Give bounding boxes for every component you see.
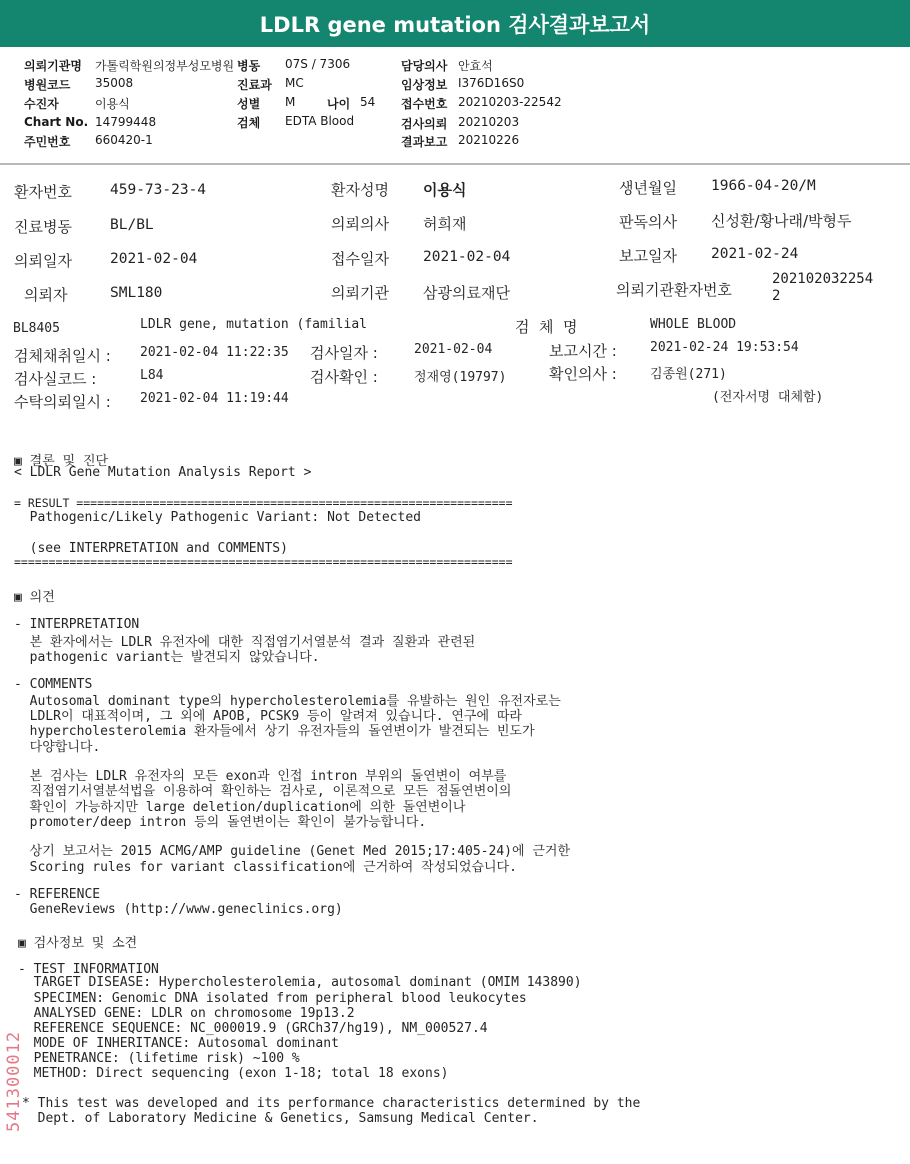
result-rule: ======================================================================== xyxy=(14,555,513,569)
field-value: 2 xyxy=(772,288,781,304)
field-label: 진료병동 xyxy=(14,218,72,236)
field-label: 의뢰기관환자번호 xyxy=(616,281,732,299)
field-value: 정재영(19797) xyxy=(414,370,507,385)
field-label: 의뢰기관 xyxy=(331,284,389,302)
header-value: EDTA Blood xyxy=(285,114,355,128)
body-line: METHOD: Direct sequencing (exon 1-18; total 18 exons) xyxy=(18,1066,449,1081)
header-value: 54 xyxy=(360,95,376,109)
field-value: 2021-02-04 xyxy=(414,342,493,357)
field-value: 2021-02-04 xyxy=(110,251,198,267)
header-label: 수진자 xyxy=(24,97,59,111)
field-label: 환자번호 xyxy=(14,183,72,201)
header-value: 660420-1 xyxy=(95,133,153,147)
report-subtitle: < LDLR Gene Mutation Analysis Report > xyxy=(14,465,312,480)
field-label: 판독의사 xyxy=(619,213,677,231)
body-line: PENETRANCE: (lifetime risk) ~100 % xyxy=(18,1051,300,1066)
header-label: 검사의뢰 xyxy=(401,117,448,131)
body-line: 본 환자에서는 LDLR 유전자에 대한 직접염기서열분석 결과 질환과 관련된 xyxy=(14,635,476,650)
header-divider xyxy=(0,163,910,165)
field-value: SML180 xyxy=(110,285,163,301)
field-label: 보고시간 : xyxy=(549,342,617,360)
header-label: 접수번호 xyxy=(401,97,448,111)
header-label: 의뢰기관명 xyxy=(24,59,82,73)
header-value: 14799448 xyxy=(95,115,157,129)
header-value: 20210203 xyxy=(458,115,520,129)
header-value: 35008 xyxy=(95,76,134,90)
result-rule: = RESULT =============================================================== xyxy=(14,496,513,510)
header-label: 병원코드 xyxy=(24,78,71,92)
header-label: 결과보고 xyxy=(401,135,448,149)
header-label: 나이 xyxy=(327,97,351,111)
body-line: TARGET DISEASE: Hypercholesterolemia, autosomal dominant (OMIM 143890) xyxy=(18,975,582,990)
body-line: 본 검사는 LDLR 유전자의 모든 exon과 인접 intron 부위의 돌연변이 여부를 xyxy=(14,769,507,784)
body-line: 상기 보고서는 2015 ACMG/AMP guideline (Genet Med 2015;17:405-24)에 근거한 xyxy=(14,844,571,859)
header-value: 20210203-22542 xyxy=(458,95,562,109)
field-value: 2021-02-04 11:22:35 xyxy=(140,345,289,360)
field-label: 의뢰일자 xyxy=(14,252,72,270)
subsection-heading: - TEST INFORMATION xyxy=(18,962,159,977)
field-label: 검 체 명 xyxy=(515,318,578,336)
header-label: Chart No. xyxy=(24,115,89,129)
section-heading: ▣ 검사정보 및 소견 xyxy=(18,936,138,951)
body-line: LDLR이 대표적이며, 그 외에 APOB, PCSK9 등이 알려져 있습니다. 연구에 따라 xyxy=(14,709,522,724)
field-label: 의뢰의사 xyxy=(331,215,389,233)
header-label: 진료과 xyxy=(237,78,272,92)
field-value: 2021-02-04 xyxy=(423,249,511,265)
body-line: hypercholesterolemia 환자들에서 상기 유전자들의 돌연변이가 발견되는 빈도가 xyxy=(14,724,535,739)
field-label: 수탁의뢰일시 : xyxy=(14,393,111,411)
body-line: SPECIMEN: Genomic DNA isolated from peripheral blood leukocytes xyxy=(18,991,527,1006)
field-value: 202102032254 xyxy=(772,271,874,287)
field-value: 허희재 xyxy=(423,215,467,233)
field-label: 확인의사 : xyxy=(549,365,617,383)
report-title: LDLR gene mutation 검사결과보고서 xyxy=(0,0,910,47)
body-line: 직접염기서열분석법을 이용하여 확인하는 검사로, 이론적으로 모든 점돌연변이의 xyxy=(14,784,512,799)
field-label: 접수일자 xyxy=(331,250,389,268)
header-label: 임상정보 xyxy=(401,78,448,92)
subsection-heading: - REFERENCE xyxy=(14,887,101,902)
body-line: 확인이 가능하지만 large deletion/duplication에 의한 돌연변이나 xyxy=(14,800,466,815)
test-code: BL8405 xyxy=(13,321,60,336)
subsection-heading: - INTERPRETATION xyxy=(14,617,140,632)
body-line: REFERENCE SEQUENCE: NC_000019.9 (GRCh37/hg19), NM_000527.4 xyxy=(18,1021,488,1036)
body-line: ANALYSED GENE: LDLR on chromosome 19p13.2 xyxy=(18,1006,355,1021)
field-label: 검사실코드 : xyxy=(14,370,97,388)
field-value: L84 xyxy=(140,368,164,383)
result-text: Pathogenic/Likely Pathogenic Variant: Not Detected xyxy=(14,510,421,525)
header-value: MC xyxy=(285,76,304,90)
body-line: pathogenic variant는 발견되지 않았습니다. xyxy=(14,650,320,665)
footnote: Dept. of Laboratory Medicine & Genetics, Samsung Medical Center. xyxy=(22,1111,539,1126)
field-label: 환자성명 xyxy=(331,181,389,199)
field-value: 신성환/황나래/박형두 xyxy=(711,212,852,230)
field-label: 생년월일 xyxy=(619,179,677,197)
field-label: 검체채취일시 : xyxy=(14,347,111,365)
document-number-stamp: 541300012 xyxy=(4,1030,24,1132)
body-line: Scoring rules for variant classification에 근거하여 작성되었습니다. xyxy=(14,860,517,875)
section-heading: ▣ 의견 xyxy=(14,590,55,605)
field-label: 검사일자 : xyxy=(310,344,378,362)
header-value: 가톨릭학원의정부성모병원 xyxy=(95,59,235,73)
field-value: 삼광의료재단 xyxy=(423,284,510,302)
field-label: 의뢰자 xyxy=(24,286,68,304)
header-label: 성별 xyxy=(237,97,261,111)
field-value: 2021-02-24 xyxy=(711,246,799,262)
body-line: GeneReviews (http://www.geneclinics.org) xyxy=(14,902,343,917)
field-value: 이용식 xyxy=(423,181,467,199)
header-value: 이용식 xyxy=(95,97,130,111)
field-label: 검사확인 : xyxy=(310,368,378,386)
subsection-heading: - COMMENTS xyxy=(14,677,93,692)
footnote: * This test was developed and its performance characteristics determined by the xyxy=(22,1096,641,1111)
body-line: promoter/deep intron 등의 돌연변이는 확인이 불가능합니다. xyxy=(14,815,427,830)
header-value: 20210226 xyxy=(458,133,520,147)
body-line: MODE OF INHERITANCE: Autosomal dominant xyxy=(18,1036,339,1051)
section-heading: ▣ 결론 및 진단 xyxy=(14,454,109,469)
header-value: I376D16S0 xyxy=(458,76,525,90)
header-value: 07S / 7306 xyxy=(285,57,351,71)
field-value: 459-73-23-4 xyxy=(110,182,207,198)
field-value: 2021-02-04 11:19:44 xyxy=(140,391,289,406)
field-value: WHOLE BLOOD xyxy=(650,317,737,332)
header-label: 병동 xyxy=(237,59,261,73)
result-note: (see INTERPRETATION and COMMENTS) xyxy=(14,541,288,556)
header-label: 담당의사 xyxy=(401,59,448,73)
body-line: Autosomal dominant type의 hypercholesterolemia를 유발하는 원인 유전자로는 xyxy=(14,694,561,709)
field-label: 보고일자 xyxy=(619,247,677,265)
test-name: LDLR gene, mutation (familial xyxy=(140,317,367,332)
header-label: 검체 xyxy=(237,116,261,130)
field-value: 김종원(271) xyxy=(650,367,727,382)
header-value: M xyxy=(285,95,296,109)
header-label: 주민번호 xyxy=(24,135,71,149)
body-line: 다양합니다. xyxy=(14,740,101,755)
header-value: 안효석 xyxy=(458,59,493,73)
e-signature-note: (전자서명 대체함) xyxy=(712,390,824,405)
field-value: BL/BL xyxy=(110,217,154,233)
field-value: 2021-02-24 19:53:54 xyxy=(650,340,799,355)
field-value: 1966-04-20/M xyxy=(711,178,816,194)
